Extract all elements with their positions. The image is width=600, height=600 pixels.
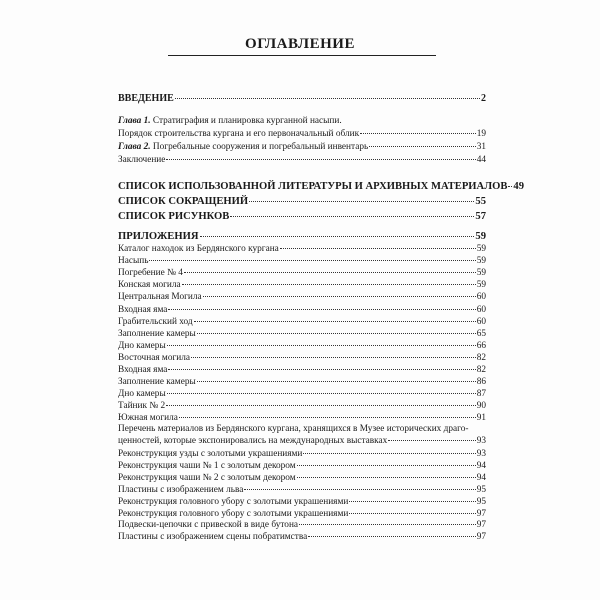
toc-entry-label: Реконструкция головного убору с золотыми украшениями: [118, 508, 349, 519]
toc-entry-appendix-item[interactable]: [118, 388, 486, 400]
leader-dots: [167, 345, 476, 346]
toc-entry-chapter-2[interactable]: [118, 141, 486, 153]
toc-entry-page: 95: [476, 484, 486, 495]
leader-dots: [179, 417, 476, 418]
leader-dots: [166, 405, 476, 406]
toc-entry-label: Пластины с изображением льва: [118, 484, 244, 495]
leader-dots: [230, 216, 474, 217]
toc-entry-appendix-item[interactable]: [118, 291, 486, 303]
toc-entry-page: 95: [476, 496, 486, 507]
toc-entry-page: 90: [476, 401, 486, 412]
title-underline: [168, 55, 436, 56]
toc-entry-page: 97: [476, 532, 486, 543]
toc-entry-label: СПИСОК СОКРАЩЕНИЙ: [118, 196, 249, 207]
toc-entry-page: 59: [476, 244, 486, 254]
toc-entry-page: 19: [476, 129, 486, 139]
leader-dots: [349, 513, 475, 514]
leader-dots: [308, 536, 475, 537]
toc-entry-label: Заключение: [118, 155, 166, 165]
leader-dots: [388, 440, 475, 441]
toc-entry-page: 94: [476, 472, 486, 483]
toc-entry-label: ПРИЛОЖЕНИЯ: [118, 231, 199, 242]
toc-entry-bibliography[interactable]: [118, 181, 524, 193]
toc-entry-label: Реконструкция чаши № 1 с золотым декором: [118, 460, 296, 471]
toc-entry-reconstruction-item[interactable]: [118, 460, 486, 472]
chapter-title: Погребальные сооружения и погребальный инвентарь: [150, 142, 369, 152]
toc-entry-appendix-item[interactable]: [118, 243, 486, 255]
leader-dots: [194, 321, 476, 322]
toc-entry-label: ВВЕДЕНИЕ: [118, 93, 174, 104]
toc-entry-exhibit-line-1[interactable]: [118, 423, 486, 435]
toc-entry-label: Каталог находок из Бердянского кургана: [118, 244, 279, 254]
toc-entry-label: Реконструкция головного убору с золотыми украшениями: [118, 496, 349, 507]
toc-entry-label: Дно камеры: [118, 389, 166, 400]
toc-entry-page: 60: [476, 304, 486, 315]
toc-entry-page: 94: [476, 460, 486, 471]
toc-entry-abbreviations[interactable]: [118, 196, 486, 208]
toc-entry-reconstruction-item[interactable]: [118, 508, 486, 520]
toc-entry-reconstruction-item[interactable]: [118, 448, 486, 460]
toc-entry-figures[interactable]: [118, 211, 486, 223]
toc-entry-label: Заполнение камеры: [118, 328, 196, 339]
toc-entry-appendix-item[interactable]: [118, 352, 486, 364]
leader-dots: [149, 260, 475, 261]
toc-entry-label: Центральная Могила: [118, 292, 202, 303]
toc-entry-page: 59: [476, 280, 486, 291]
toc-entry-page: 97: [476, 520, 486, 531]
leader-dots: [182, 284, 476, 285]
toc-entry-reconstruction-item[interactable]: [118, 496, 486, 508]
toc-entry-label: СПИСОК РИСУНКОВ: [118, 211, 230, 222]
toc-entry-page: 82: [476, 365, 486, 375]
toc-entry-reconstruction-item[interactable]: [118, 531, 486, 543]
leader-dots: [203, 296, 476, 297]
toc-entry-page: 87: [476, 389, 486, 400]
leader-dots: [168, 369, 475, 370]
leader-dots: [297, 477, 476, 478]
toc-entry-label: Заполнение камеры: [118, 377, 196, 388]
toc-entry-label: Восточная могила: [118, 352, 191, 363]
leader-dots: [200, 236, 475, 237]
toc-entry-appendix-item[interactable]: [118, 304, 486, 316]
toc-entry-appendix-item[interactable]: [118, 364, 486, 376]
toc-entry-label: Перечень материалов из Бердянского кургана, хранящихся в Музее исторических драго-: [118, 424, 469, 434]
leader-dots: [303, 453, 475, 454]
toc-entry-label: Пластины с изображением сцены побратимства: [118, 532, 308, 543]
toc-entry-page: 44: [476, 155, 486, 165]
toc-entry-intro[interactable]: [118, 93, 486, 105]
leader-dots: [299, 524, 476, 525]
toc-entry-label: Дно камеры: [118, 340, 166, 351]
toc-entry-appendix-item[interactable]: [118, 267, 486, 279]
toc-entry-page: 57: [475, 211, 486, 222]
toc-entry-label: Порядок строительства кургана и его первоначальный облик: [118, 129, 360, 139]
toc-entry-label: Входная яма: [118, 365, 168, 375]
toc-entry-page: 2: [481, 93, 486, 104]
toc-entry-page: 59: [476, 256, 486, 267]
toc-entry-page: 93: [476, 449, 486, 459]
toc-entry-page: 60: [476, 316, 486, 327]
leader-dots: [168, 309, 475, 310]
toc-entry-label: Реконструкция чаши № 2 с золотым декором: [118, 472, 296, 483]
toc-entry-label: [118, 141, 368, 153]
leader-dots: [249, 201, 474, 202]
toc-entry-label: Подвески-цепочки с привеской в виде бутона: [118, 520, 299, 531]
toc-entry-conclusion[interactable]: [118, 154, 486, 166]
page-title: ОГЛАВЛЕНИЕ: [245, 36, 355, 52]
toc-entry-label: Южная могила: [118, 413, 178, 424]
toc-entry-page: 66: [476, 340, 486, 351]
leader-dots: [184, 272, 476, 273]
toc-entry-label: Реконструкция узды с золотыми украшениями: [118, 449, 303, 459]
toc-entry-label: Конская могила: [118, 280, 181, 291]
toc-entry-appendix-item[interactable]: [118, 316, 486, 328]
toc-entry-page: 59: [475, 231, 486, 242]
toc-entry-label: ценностей, которые экспонировались на международных выставках: [118, 436, 388, 446]
leader-dots: [167, 393, 476, 394]
toc-entry-page: 49: [513, 181, 524, 192]
leader-dots: [297, 465, 476, 466]
leader-dots: [244, 489, 475, 490]
leader-dots: [191, 357, 476, 358]
toc-entry-label: Насыпь: [118, 256, 149, 267]
leader-dots: [369, 146, 475, 147]
toc-entry-page: 55: [475, 196, 486, 207]
toc-entry-page: 31: [476, 142, 486, 152]
chapter-prefix: Глава 2.: [118, 142, 151, 152]
toc-entry-reconstruction-item[interactable]: [118, 519, 486, 531]
leader-dots: [349, 501, 475, 502]
leader-dots: [280, 248, 476, 249]
toc-entry-appendix-item[interactable]: [118, 328, 486, 340]
toc-entry-label: Входная яма: [118, 304, 168, 315]
leader-dots: [175, 98, 480, 99]
toc-entry-label: СПИСОК ИСПОЛЬЗОВАННОЙ ЛИТЕРАТУРЫ И АРХИВНЫХ МАТЕРИАЛОВ: [118, 181, 508, 192]
toc-entry-page: 59: [476, 268, 486, 279]
toc-entry-reconstruction-item[interactable]: [118, 472, 486, 484]
toc-entry-page: 91: [476, 413, 486, 424]
toc-entry-reconstruction-item[interactable]: [118, 484, 486, 496]
toc-entry-appendix-item[interactable]: [118, 279, 486, 291]
toc-entry-page: 93: [476, 436, 486, 446]
toc-entry-label: Погребение № 4: [118, 268, 183, 279]
leader-dots: [166, 159, 475, 160]
toc-entry-exhibit-line-2[interactable]: [118, 435, 486, 447]
toc-entry-page: 97: [476, 508, 486, 519]
toc-entry-chapter-1[interactable]: [118, 115, 486, 127]
chapter-prefix: Глава 1.: [118, 116, 151, 126]
toc-entry-appendix[interactable]: [118, 231, 486, 243]
toc-entry-appendix-item[interactable]: [118, 340, 486, 352]
toc-entry-label: Тайник № 2: [118, 401, 166, 412]
leader-dots: [360, 133, 476, 134]
leader-dots: [197, 381, 476, 382]
toc-entry-page: 60: [476, 292, 486, 303]
leader-dots: [508, 186, 512, 187]
toc-entry-page: 86: [476, 377, 486, 388]
toc-entry-appendix-item[interactable]: [118, 400, 486, 412]
leader-dots: [197, 333, 476, 334]
toc-entry-appendix-item[interactable]: [118, 376, 486, 388]
toc-entry-page: 65: [476, 328, 486, 339]
toc-entry-label: Стратиграфия и планировка курганной насыпи.: [150, 116, 342, 126]
toc-entry-label: Грабительский ход: [118, 316, 193, 327]
toc-entry-chapter-1-cont[interactable]: [118, 128, 486, 140]
toc-entry-appendix-item[interactable]: [118, 255, 486, 267]
toc-entry-page: 82: [476, 352, 486, 363]
